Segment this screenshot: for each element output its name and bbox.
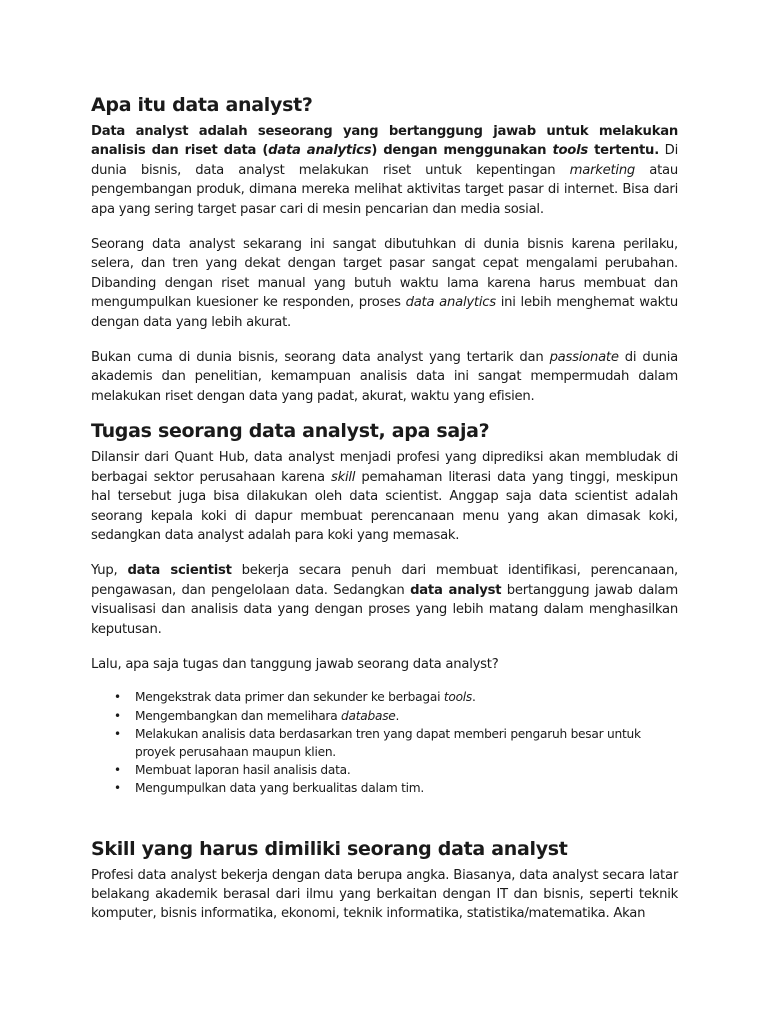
heading-skill-data-analyst: Skill yang harus dimiliki seorang data analyst	[91, 837, 568, 860]
text-run: Melakukan analisis data berdasarkan tren yang dapat memberi pengaruh besar untuk proyek perusahaan maupun klien.	[135, 726, 641, 759]
paragraph-academic	[91, 348, 678, 406]
bullet-icon: •	[114, 726, 121, 741]
italic-text: skill	[330, 469, 356, 485]
list-item	[114, 707, 678, 725]
text-run: .	[395, 708, 400, 723]
italic-text: database	[341, 708, 396, 723]
text-run: bekerja secara penuh dari membuat identifikasi, perencanaan, pengawasan, dan pengelolaan data. Sedangkan	[91, 563, 678, 598]
text-run: bertanggung jawab dalam visualisasi dan analisis data yang dengan proses yang lebih matang dalam menghasilkan keputusan.	[91, 582, 678, 637]
text-run: Bukan cuma di dunia bisnis, seorang data analyst yang tertarik dan	[91, 350, 550, 366]
bold-text: Data analyst adalah seseorang yang bertanggung jawab untuk melakukan analisis dan riset data (	[91, 124, 678, 159]
task-list	[91, 688, 678, 797]
heading-tugas-data-analyst: Tugas seorang data analyst, apa saja?	[91, 420, 490, 443]
italic-text: passionate	[549, 350, 619, 366]
list-item	[114, 779, 678, 797]
bold-text: ) dengan menggunakan	[371, 143, 553, 159]
italic-text: tools	[443, 690, 473, 705]
bold-italic-text: tools	[552, 143, 588, 159]
bold-text: tertentu.	[587, 143, 659, 159]
bold-italic-text: data analytics	[268, 143, 372, 159]
paragraph-skill-intro: Profesi data analyst bekerja dengan data berupa angka. Biasanya, data analyst secara latar belakang akademik berasal dari ilmu yang berkaitan dengan IT dan bisnis, seperti teknik komputer, bisnis informatika, ekonomi, teknik informatika, statistika/matematika. Akan	[91, 867, 678, 922]
italic-text: data analytics	[405, 295, 496, 311]
list-item	[114, 761, 678, 779]
bold-text: data analyst	[410, 582, 502, 598]
bullet-icon: •	[114, 781, 121, 796]
italic-text: marketing	[569, 162, 636, 178]
paragraph-question: Lalu, apa saja tugas dan tanggung jawab seorang data analyst?	[91, 656, 499, 672]
text-run: Mengembangkan dan memelihara	[135, 708, 342, 723]
text-run: Yup,	[91, 563, 128, 579]
text-run: Membuat laporan hasil analisis data.	[135, 763, 351, 778]
list-item	[114, 688, 678, 706]
list-item	[114, 725, 678, 761]
document-page	[91, 92, 678, 924]
bullet-icon: •	[114, 763, 121, 778]
paragraph-scientist-vs-analyst	[91, 561, 678, 639]
paragraph-definition	[91, 122, 678, 219]
bold-text: data scientist	[127, 563, 232, 579]
text-run: atau pengembangan produk, dimana mereka melihat aktivitas target pasar di internet. Bisa dari apa yang sering target pasar cari di mesin pencarian dan media sosial.	[91, 162, 678, 217]
text-run: .	[472, 690, 476, 705]
paragraph-quant-hub	[91, 448, 678, 545]
heading-apa-itu-data-analyst: Apa itu data analyst?	[91, 94, 313, 116]
text-run: Mengekstrak data primer dan sekunder ke berbagai	[135, 690, 444, 705]
text-run: Mengumpulkan data yang berkualitas dalam tim.	[135, 781, 424, 796]
bullet-icon: •	[114, 690, 121, 705]
text-run: Di dunia bisnis, data analyst melakukan riset untuk kepentingan	[91, 143, 678, 178]
text-run: pemahaman literasi data yang tinggi, meskipun hal tersebut juga bisa dilakukan oleh data scientist. Anggap saja data scientist adalah seorang kepala koki di dapur membuat perencanaan menu yang akan dimasak koki, sedangkan data analyst adalah para koki yang memasak.	[91, 469, 678, 543]
paragraph-business-need	[91, 235, 678, 332]
text-run: ini lebih menghemat waktu dengan data yang lebih akurat.	[91, 295, 679, 330]
bullet-icon: •	[114, 708, 121, 723]
text-run: di dunia akademis dan penelitian, kemampuan analisis data ini sangat mempermudah dalam melakukan riset dengan data yang padat, akurat, waktu yang efisien.	[91, 350, 678, 404]
text-run: Seorang data analyst sekarang ini sangat dibutuhkan di dunia bisnis karena perilaku, selera, dan tren yang dekat dengan target pasar sangat cepat mengalami perubahan. Dibanding dengan riset manual yang butuh waktu lama karena harus membuat dan mengumpulkan kuesioner ke responden, proses	[91, 237, 678, 311]
text-run: Dilansir dari Quant Hub, data analyst menjadi profesi yang diprediksi akan membludak di berbagai sektor perusahaan karena	[91, 450, 678, 485]
